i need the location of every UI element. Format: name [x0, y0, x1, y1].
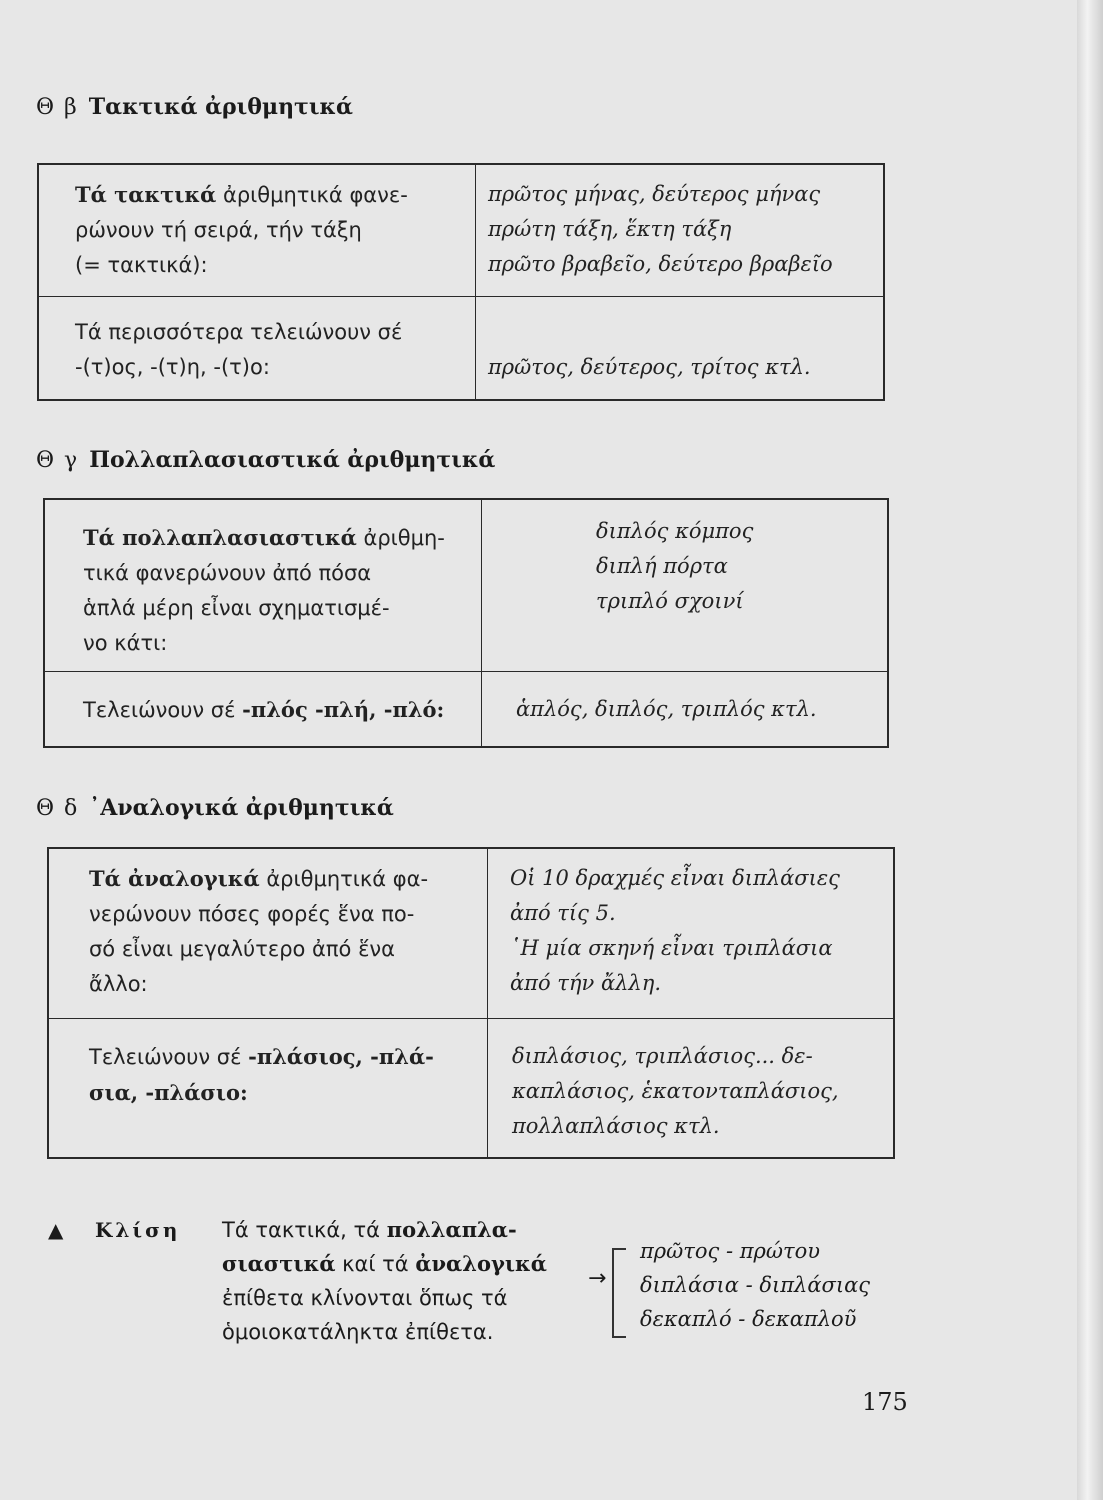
multiplicatives-endings-cell: Τελειώνουν σέ -πλός -πλή, -πλό:: [44, 671, 482, 747]
declension-form: δεκαπλό - δεκαπλοῦ: [640, 1307, 857, 1331]
declension-forms: [640, 1234, 870, 1336]
section-d-letter: δ: [64, 796, 78, 821]
ordinals-definition-cell: Τά τακτικά ἀριθμητικά φανε- ρώνουν τή σειρά, τήν τάξη (= τακτικά):: [38, 164, 476, 296]
proportionals-endings-cell: Τελειώνουν σέ -πλάσιος, -πλά- σια, -πλάσιο:: [48, 1018, 488, 1158]
section-d-symbol: Θ: [36, 796, 55, 821]
section-b-letter: β: [64, 95, 77, 120]
table-multiplicatives: [43, 498, 889, 748]
declension-form: πρῶτος - πρώτου: [640, 1239, 821, 1263]
section-c-heading: [36, 447, 495, 473]
bracket: [612, 1248, 626, 1338]
proportionals-definition-cell: Τά ἀναλογικά ἀριθμητικά φα- νερώνουν πόσες φορές ἕνα πο- σό εἶναι μεγαλύτερο ἀπό ἕνα ἄλλο:: [48, 848, 488, 1018]
section-b-heading: [36, 94, 353, 120]
ordinals-examples-cell: πρῶτος μήνας, δεύτερος μήνας πρώτη τάξη, ἕκτη τάξη πρῶτο βραβεῖο, δεύτερο βραβεῖο: [476, 164, 885, 296]
multiplicatives-definition-cell: Τά πολλαπλασιαστικά ἀριθμη- τικά φανερώνουν ἀπό πόσα ἁπλά μέρη εἶναι σχηματισμέ- νο κάτι:: [44, 499, 482, 671]
section-b-symbol: Θ: [36, 95, 55, 120]
klisi-label: Κλίση: [95, 1218, 181, 1242]
ordinals-term: Τά τακτικά: [75, 182, 217, 207]
table-proportionals: [47, 847, 895, 1159]
declension-form: διπλάσια - διπλάσιας: [640, 1273, 871, 1297]
section-d-title: ᾿Αναλογικά ἀριθμητικά: [89, 795, 394, 821]
page-number: 175: [862, 1388, 908, 1416]
ordinals-endings-cell: Τά περισσότερα τελειώνουν σέ -(τ)ος, -(τ)η, -(τ)ο:: [38, 296, 476, 400]
arrow-right-icon: →: [588, 1266, 607, 1291]
ordinals-endings-examples-cell: πρῶτος, δεύτερος, τρίτος κτλ.: [476, 296, 885, 400]
multiplicatives-term: Τά πολλαπλασιαστικά: [83, 525, 357, 550]
section-c-symbol: Θ: [36, 448, 55, 473]
proportionals-examples-cell: Οἱ 10 δραχμές εἶναι διπλάσιες ἀπό τίς 5. ῾Η μία σκηνή εἶναι τριπλάσια ἀπό τήν ἄλλη.: [488, 848, 895, 1018]
triangle-icon: ▲: [48, 1218, 64, 1242]
section-b-title: Τακτικά ἀριθμητικά: [88, 94, 353, 120]
klisi-text: Τά τακτικά, τά πολλαπλα- σιαστικά καί τά ἀναλογικά ἐπίθετα κλίνονται ὅπως τά ὁμοιοκατάληκτα ἐπίθετα.: [222, 1217, 547, 1344]
page-edge: [1077, 0, 1103, 1500]
proportionals-endings-examples-cell: διπλάσιος, τριπλάσιος... δε- καπλάσιος, ἑκατονταπλάσιος, πολλαπλάσιος κτλ.: [488, 1018, 895, 1158]
multiplicatives-endings-examples-cell: ἁπλός, διπλός, τριπλός κτλ.: [482, 671, 889, 747]
table-ordinals: [37, 163, 885, 401]
proportionals-term: Τά ἀναλογικά: [89, 866, 260, 891]
section-c-title: Πολλαπλασιαστικά ἀριθμητικά: [89, 447, 496, 473]
multiplicatives-examples-cell: διπλός κόμπος διπλή πόρτα τριπλό σχοινί: [482, 499, 889, 671]
section-c-letter: γ: [64, 448, 78, 473]
section-d-heading: [36, 795, 394, 821]
